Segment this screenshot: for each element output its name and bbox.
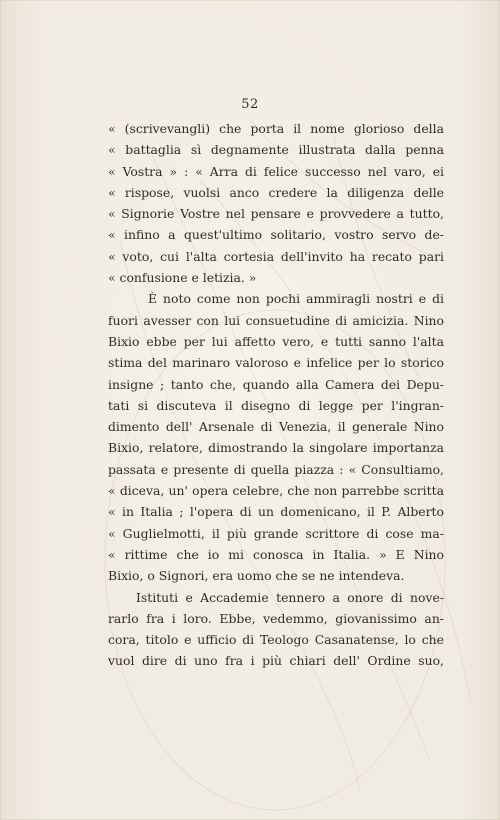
text-line: tati si discuteva il disegno di legge per l'ingran- <box>108 397 444 413</box>
text-line: stima del marinaro valoroso e infelice per lo storico <box>108 355 444 371</box>
text-line: « (scrivevangli) che porta il nome glorioso della <box>108 121 444 136</box>
text-line: « rispose, vuolsi anco credere la diligenza delle <box>108 184 444 200</box>
text-line: « voto, cui l'alta cortesia dell'invito ha recato pari <box>108 248 444 264</box>
text-line: insigne ; tanto che, quando alla Camera dei Depu- <box>108 376 444 392</box>
text-line: vuol dire di uno fra i più chiari dell' Ordine suo, <box>108 653 444 669</box>
text-line: « Guglielmotti, il più grande scrittore di cose ma- <box>108 525 444 541</box>
text-line: « battaglia sì degnamente illustrata dalla penna <box>108 142 444 158</box>
text-line: « Signorie Vostre nel pensare e provvedere a tutto, <box>108 206 444 222</box>
text-line: dimento dell' Arsenale di Venezia, il generale Nino <box>108 419 444 435</box>
text-line: passata e presente di quella piazza : « Consultiamo, <box>108 461 444 477</box>
text-line: « infino a quest'ultimo solitario, vostro servo de- <box>108 227 444 243</box>
body-text <box>108 118 444 672</box>
text-line: cora, titolo e ufficio di Teologo Casanatense, lo che <box>108 632 444 648</box>
text-line: fuori avesser con lui consuetudine di amicizia. Nino <box>108 312 444 328</box>
text-line: Bixio, o Signori, era uomo che se ne intendeva. <box>108 568 405 584</box>
text-line: Bixio ebbe per lui affetto vero, e tutti sanno l'alta <box>108 333 444 349</box>
text-line: « confusione e letizia. » <box>108 270 257 286</box>
page-number: 52 <box>241 97 259 112</box>
text-line: È noto come non pochi ammiragli nostri e di <box>148 291 444 307</box>
text-line: « rittime che io mi conosca in Italia. » E Nino <box>108 546 444 562</box>
text-line: « Vostra » : « Arra di felice successo nel varo, ei <box>108 163 444 179</box>
text-line: rarlo fra i loro. Ebbe, vedemmo, giovanissimo an- <box>108 610 444 626</box>
text-line: « diceva, un' opera celebre, che non parrebbe scritta <box>108 483 444 499</box>
text-line: Bixio, relatore, dimostrando la singolare importanza <box>108 440 444 456</box>
text-line: « in Italia ; l'opera di un domenicano, il P. Alberto <box>108 504 444 520</box>
text-line: Istituti e Accademie tennero a onore di nove- <box>136 589 444 605</box>
